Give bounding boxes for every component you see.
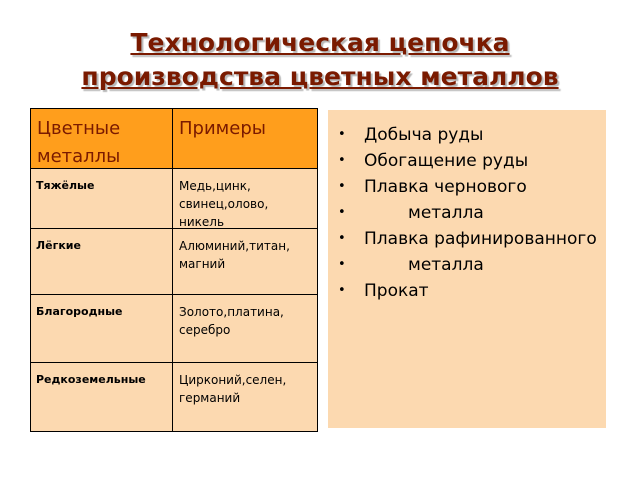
row-type-light: Лёгкие bbox=[31, 229, 173, 295]
step-item: • Плавка рафинированного bbox=[338, 226, 598, 252]
step-item: • Плавка чернового bbox=[338, 174, 598, 200]
bullet-icon: • bbox=[338, 127, 346, 142]
header-metals: Цветные металлы bbox=[31, 109, 173, 169]
bullet-icon: • bbox=[338, 153, 346, 168]
row-type-rare-earth: Редкоземельные bbox=[31, 363, 173, 431]
slide-title-line-2: производства цветных металлов bbox=[81, 62, 559, 91]
row-examples-rare-earth: Цирконий,селен, германий bbox=[173, 363, 317, 431]
production-steps-list bbox=[328, 110, 606, 304]
bullet-icon: • bbox=[338, 283, 346, 298]
row-examples-heavy: Медь,цинк, свинец,олово, никель bbox=[173, 169, 317, 229]
step-item: • металла bbox=[338, 252, 598, 278]
step-item: • Обогащение руды bbox=[338, 148, 598, 174]
bullet-icon: • bbox=[338, 257, 346, 272]
metals-table bbox=[30, 108, 318, 432]
slide-title bbox=[20, 26, 620, 94]
step-item: • металла bbox=[338, 200, 598, 226]
slide-title-line-1: Технологическая цепочка bbox=[130, 28, 510, 57]
row-examples-light: Алюминий,титан, магний bbox=[173, 229, 317, 295]
step-item: • Прокат bbox=[338, 278, 598, 304]
bullet-icon: • bbox=[338, 231, 346, 246]
production-steps-box bbox=[328, 110, 606, 428]
row-examples-noble: Золото,платина, серебро bbox=[173, 295, 317, 363]
bullet-icon: • bbox=[338, 179, 346, 194]
row-type-noble: Благородные bbox=[31, 295, 173, 363]
header-examples: Примеры bbox=[173, 109, 317, 169]
bullet-icon: • bbox=[338, 205, 346, 220]
row-type-heavy: Тяжёлые bbox=[31, 169, 173, 229]
step-item: • Добыча руды bbox=[338, 122, 598, 148]
